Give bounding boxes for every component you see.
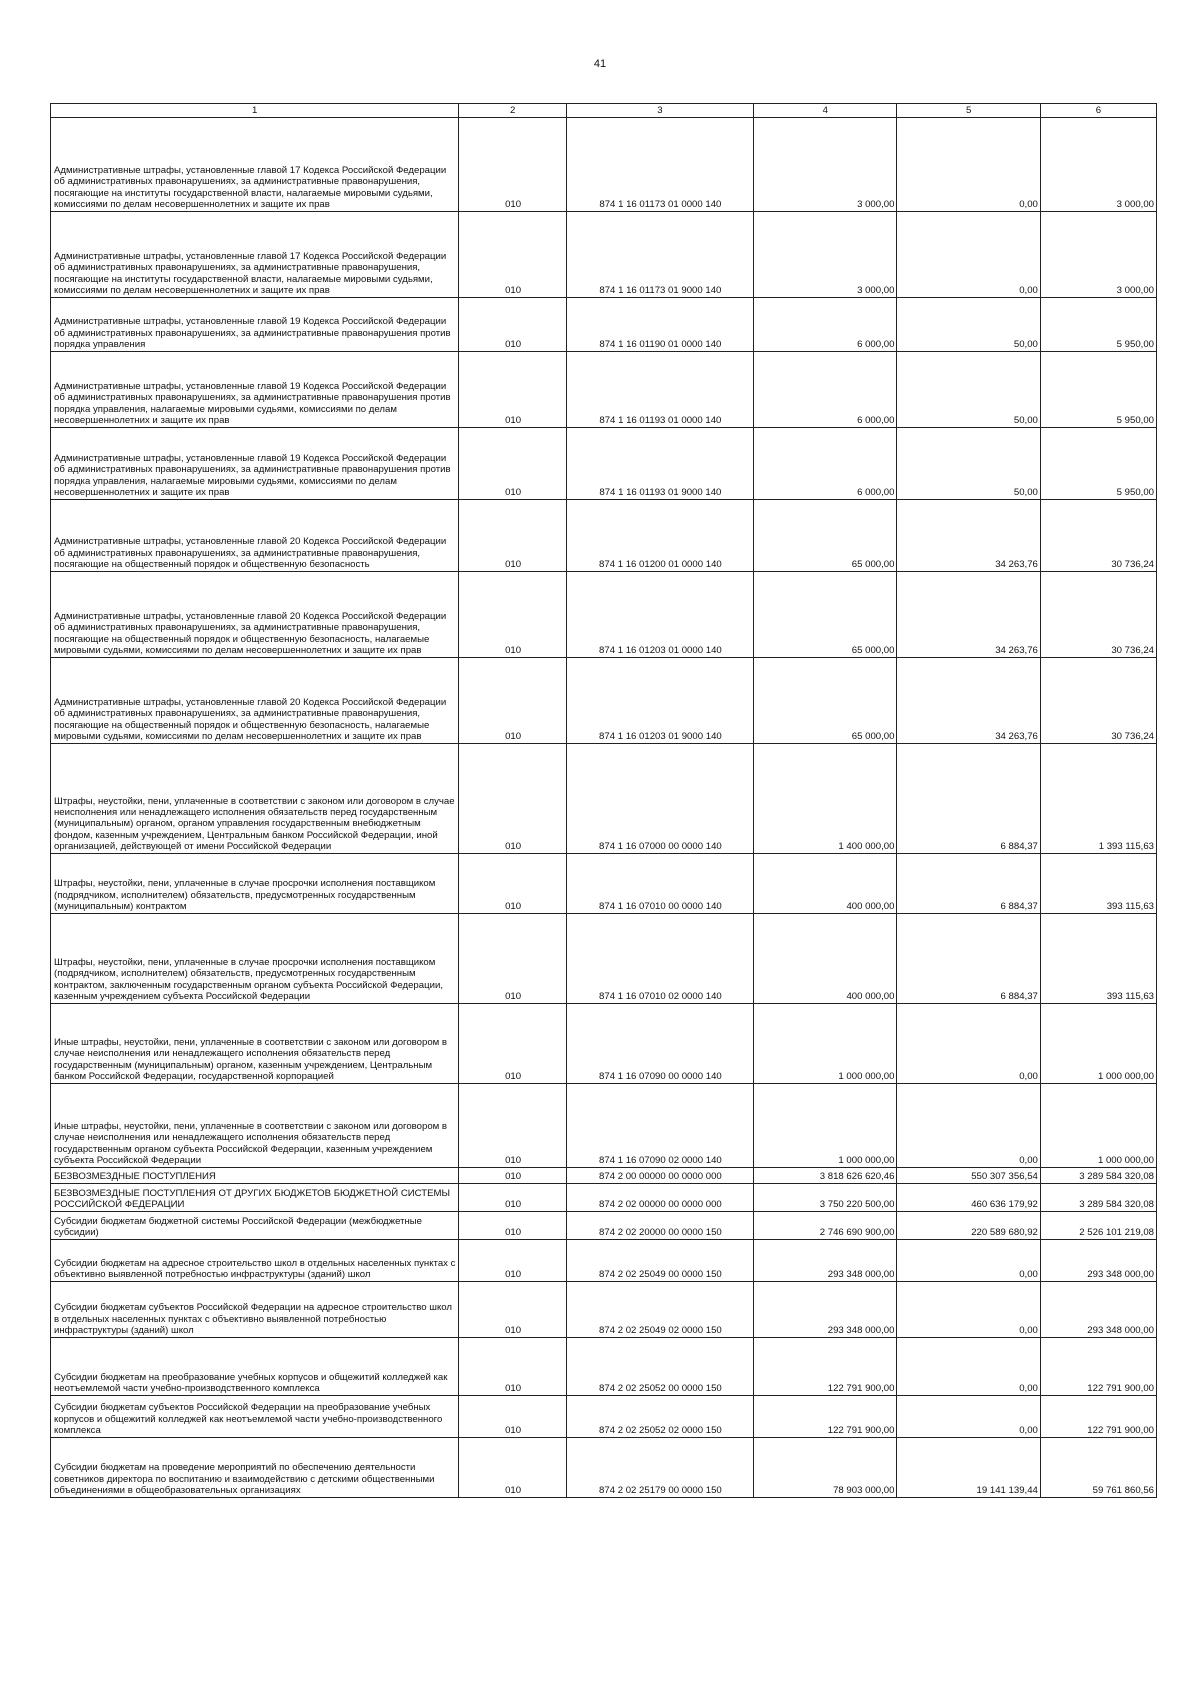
row-line-code: 010 bbox=[459, 428, 566, 500]
row-name: Субсидии бюджетам субъектов Российской Федерации на адресное строительство школ в отдельных населенных пунктах с объективно выявленной потребностью инфраструктуры (зданий) школ bbox=[51, 1282, 459, 1338]
row-approved: 122 791 900,00 bbox=[754, 1396, 897, 1438]
row-name: Субсидии бюджетам на преобразование учебных корпусов и общежитий колледжей как неотъемлемой части учебно-производственного комплекса bbox=[51, 1338, 459, 1396]
table-row bbox=[51, 1438, 1157, 1498]
row-budget-code: 874 1 16 07090 02 0000 140 bbox=[566, 1084, 753, 1168]
row-approved: 78 903 000,00 bbox=[754, 1438, 897, 1498]
row-unexecuted: 1 000 000,00 bbox=[1040, 1004, 1156, 1084]
table-row bbox=[51, 1338, 1157, 1396]
table-row bbox=[51, 744, 1157, 854]
row-name: Субсидии бюджетам бюджетной системы Российской Федерации (межбюджетные субсидии) bbox=[51, 1212, 459, 1240]
row-unexecuted: 30 736,24 bbox=[1040, 658, 1156, 744]
table-row bbox=[51, 572, 1157, 658]
report-table bbox=[50, 103, 1157, 1498]
row-line-code: 010 bbox=[459, 1240, 566, 1282]
row-name: Субсидии бюджетам на адресное строительство школ в отдельных населенных пунктах с объективно выявленной потребностью инфраструктуры (зданий) школ bbox=[51, 1240, 459, 1282]
row-approved: 65 000,00 bbox=[754, 572, 897, 658]
row-name: Субсидии бюджетам субъектов Российской Федерации на преобразование учебных корпусов и общежитий колледжей как неотъемлемой части учебно-производственного комплекса bbox=[51, 1396, 459, 1438]
table-row bbox=[51, 658, 1157, 744]
row-unexecuted: 3 000,00 bbox=[1040, 212, 1156, 298]
row-unexecuted: 5 950,00 bbox=[1040, 352, 1156, 428]
row-name: Иные штрафы, неустойки, пени, уплаченные в соответствии с законом или договором в случае неисполнения или ненадлежащего исполнения обязательств перед государственным (муниципальным) органом, казенным учреждением, Центральным банком Российской Федерации, государственной корпорацией bbox=[51, 1004, 459, 1084]
row-line-code: 010 bbox=[459, 1212, 566, 1240]
row-name: БЕЗВОЗМЕЗДНЫЕ ПОСТУПЛЕНИЯ ОТ ДРУГИХ БЮДЖЕТОВ БЮДЖЕТНОЙ СИСТЕМЫ РОССИЙСКОЙ ФЕДЕРАЦИИ bbox=[51, 1184, 459, 1212]
row-executed: 50,00 bbox=[897, 352, 1040, 428]
row-line-code: 010 bbox=[459, 1084, 566, 1168]
column-header: 4 bbox=[754, 104, 897, 118]
row-approved: 1 400 000,00 bbox=[754, 744, 897, 854]
row-unexecuted: 3 000,00 bbox=[1040, 118, 1156, 212]
row-approved: 400 000,00 bbox=[754, 914, 897, 1004]
table-row bbox=[51, 298, 1157, 352]
row-executed: 50,00 bbox=[897, 298, 1040, 352]
column-header: 1 bbox=[51, 104, 459, 118]
row-name: Штрафы, неустойки, пени, уплаченные в случае просрочки исполнения поставщиком (подрядчиком, исполнителем) обязательств, предусмотренных государственным контрактом, заключенным государственным органом субъекта Российской Федерации, казенным учреждением субъекта Российской Федерации bbox=[51, 914, 459, 1004]
row-unexecuted: 1 000 000,00 bbox=[1040, 1084, 1156, 1168]
row-unexecuted: 2 526 101 219,08 bbox=[1040, 1212, 1156, 1240]
row-executed: 0,00 bbox=[897, 1004, 1040, 1084]
row-budget-code: 874 1 16 01173 01 9000 140 bbox=[566, 212, 753, 298]
row-unexecuted: 393 115,63 bbox=[1040, 914, 1156, 1004]
row-line-code: 010 bbox=[459, 1338, 566, 1396]
row-line-code: 010 bbox=[459, 1004, 566, 1084]
row-approved: 3 818 626 620,46 bbox=[754, 1168, 897, 1184]
row-executed: 0,00 bbox=[897, 118, 1040, 212]
row-line-code: 010 bbox=[459, 1184, 566, 1212]
row-approved: 65 000,00 bbox=[754, 500, 897, 572]
row-budget-code: 874 2 02 00000 00 0000 000 bbox=[566, 1184, 753, 1212]
row-name: Административные штрафы, установленные главой 17 Кодекса Российской Федерации об административных правонарушениях, за административные правонарушения, посягающие на институты государственной власти, налагаемые мировыми судьями, комиссиями по делам несовершеннолетних и защите их прав bbox=[51, 118, 459, 212]
page-number: 41 bbox=[593, 58, 607, 70]
table-row bbox=[51, 1004, 1157, 1084]
row-budget-code: 874 1 16 07010 02 0000 140 bbox=[566, 914, 753, 1004]
row-unexecuted: 5 950,00 bbox=[1040, 428, 1156, 500]
row-name: Административные штрафы, установленные главой 19 Кодекса Российской Федерации об административных правонарушениях, за административные правонарушения против порядка управления, налагаемые мировыми судьями, комиссиями по делам несовершеннолетних и защите их прав bbox=[51, 428, 459, 500]
table-row bbox=[51, 1240, 1157, 1282]
row-unexecuted: 122 791 900,00 bbox=[1040, 1396, 1156, 1438]
row-unexecuted: 5 950,00 bbox=[1040, 298, 1156, 352]
row-approved: 65 000,00 bbox=[754, 658, 897, 744]
row-executed: 34 263,76 bbox=[897, 572, 1040, 658]
table-row bbox=[51, 1168, 1157, 1184]
row-line-code: 010 bbox=[459, 914, 566, 1004]
row-budget-code: 874 1 16 01173 01 0000 140 bbox=[566, 118, 753, 212]
row-executed: 6 884,37 bbox=[897, 744, 1040, 854]
row-executed: 220 589 680,92 bbox=[897, 1212, 1040, 1240]
row-name: Иные штрафы, неустойки, пени, уплаченные в соответствии с законом или договором в случае неисполнения или ненадлежащего исполнения обязательств перед государственным органом субъекта Российской Федерации, казенным учреждением субъекта Российской Федерации bbox=[51, 1084, 459, 1168]
row-unexecuted: 59 761 860,56 bbox=[1040, 1438, 1156, 1498]
row-approved: 400 000,00 bbox=[754, 854, 897, 914]
row-executed: 19 141 139,44 bbox=[897, 1438, 1040, 1498]
row-approved: 6 000,00 bbox=[754, 352, 897, 428]
row-line-code: 010 bbox=[459, 1282, 566, 1338]
row-name: Административные штрафы, установленные главой 20 Кодекса Российской Федерации об административных правонарушениях, за административные правонарушения, посягающие на общественный порядок и общественную безопасность, налагаемые мировыми судьями, комиссиями по делам несовершеннолетних и защите их прав bbox=[51, 572, 459, 658]
row-executed: 0,00 bbox=[897, 212, 1040, 298]
row-executed: 34 263,76 bbox=[897, 500, 1040, 572]
row-line-code: 010 bbox=[459, 854, 566, 914]
row-unexecuted: 30 736,24 bbox=[1040, 500, 1156, 572]
row-approved: 3 750 220 500,00 bbox=[754, 1184, 897, 1212]
row-executed: 460 636 179,92 bbox=[897, 1184, 1040, 1212]
row-budget-code: 874 1 16 07090 00 0000 140 bbox=[566, 1004, 753, 1084]
row-name: Административные штрафы, установленные главой 17 Кодекса Российской Федерации об административных правонарушениях, за административные правонарушения, посягающие на институты государственной власти, налагаемые мировыми судьями, комиссиями по делам несовершеннолетних и защите их прав bbox=[51, 212, 459, 298]
row-budget-code: 874 1 16 01190 01 0000 140 bbox=[566, 298, 753, 352]
row-budget-code: 874 1 16 01193 01 9000 140 bbox=[566, 428, 753, 500]
row-executed: 0,00 bbox=[897, 1282, 1040, 1338]
row-executed: 0,00 bbox=[897, 1396, 1040, 1438]
row-executed: 6 884,37 bbox=[897, 914, 1040, 1004]
table-row bbox=[51, 1212, 1157, 1240]
row-approved: 2 746 690 900,00 bbox=[754, 1212, 897, 1240]
column-header: 5 bbox=[897, 104, 1040, 118]
row-approved: 3 000,00 bbox=[754, 212, 897, 298]
row-name: Административные штрафы, установленные главой 20 Кодекса Российской Федерации об административных правонарушениях, за административные правонарушения, посягающие на общественный порядок и общественную безопасность bbox=[51, 500, 459, 572]
row-executed: 6 884,37 bbox=[897, 854, 1040, 914]
row-approved: 3 000,00 bbox=[754, 118, 897, 212]
row-budget-code: 874 1 16 01203 01 0000 140 bbox=[566, 572, 753, 658]
column-header: 6 bbox=[1040, 104, 1156, 118]
row-budget-code: 874 1 16 01200 01 0000 140 bbox=[566, 500, 753, 572]
row-approved: 293 348 000,00 bbox=[754, 1240, 897, 1282]
row-budget-code: 874 2 02 25052 00 0000 150 bbox=[566, 1338, 753, 1396]
table-row bbox=[51, 1184, 1157, 1212]
row-name: БЕЗВОЗМЕЗДНЫЕ ПОСТУПЛЕНИЯ bbox=[51, 1168, 459, 1184]
row-budget-code: 874 1 16 07010 00 0000 140 bbox=[566, 854, 753, 914]
row-approved: 122 791 900,00 bbox=[754, 1338, 897, 1396]
table-row bbox=[51, 352, 1157, 428]
row-executed: 0,00 bbox=[897, 1084, 1040, 1168]
row-budget-code: 874 1 16 01203 01 9000 140 bbox=[566, 658, 753, 744]
table-row bbox=[51, 118, 1157, 212]
row-budget-code: 874 2 02 25049 02 0000 150 bbox=[566, 1282, 753, 1338]
row-unexecuted: 393 115,63 bbox=[1040, 854, 1156, 914]
table-row bbox=[51, 1084, 1157, 1168]
column-header: 2 bbox=[459, 104, 566, 118]
row-budget-code: 874 2 00 00000 00 0000 000 bbox=[566, 1168, 753, 1184]
row-line-code: 010 bbox=[459, 500, 566, 572]
row-line-code: 010 bbox=[459, 118, 566, 212]
row-approved: 6 000,00 bbox=[754, 428, 897, 500]
row-unexecuted: 3 289 584 320,08 bbox=[1040, 1184, 1156, 1212]
row-unexecuted: 122 791 900,00 bbox=[1040, 1338, 1156, 1396]
row-executed: 0,00 bbox=[897, 1240, 1040, 1282]
column-header: 3 bbox=[566, 104, 753, 118]
row-unexecuted: 1 393 115,63 bbox=[1040, 744, 1156, 854]
row-budget-code: 874 1 16 07000 00 0000 140 bbox=[566, 744, 753, 854]
row-approved: 1 000 000,00 bbox=[754, 1004, 897, 1084]
table-row bbox=[51, 914, 1157, 1004]
table-row bbox=[51, 854, 1157, 914]
row-approved: 6 000,00 bbox=[754, 298, 897, 352]
row-line-code: 010 bbox=[459, 744, 566, 854]
row-name: Штрафы, неустойки, пени, уплаченные в соответствии с законом или договором в случае неисполнения или ненадлежащего исполнения обязательств перед государственным (муниципальным) органом, органом управления государственным внебюджетным фондом, казенным учреждением, Центральным банком Российской Федерации, иной организацией, действующей от имени Российской Федерации bbox=[51, 744, 459, 854]
row-line-code: 010 bbox=[459, 352, 566, 428]
row-name: Административные штрафы, установленные главой 19 Кодекса Российской Федерации об административных правонарушениях, за административные правонарушения против порядка управления, налагаемые мировыми судьями, комиссиями по делам несовершеннолетних и защите их прав bbox=[51, 352, 459, 428]
row-name: Штрафы, неустойки, пени, уплаченные в случае просрочки исполнения поставщиком (подрядчиком, исполнителем) обязательств, предусмотренных государственным (муниципальным) контрактом bbox=[51, 854, 459, 914]
table-row bbox=[51, 1282, 1157, 1338]
row-approved: 293 348 000,00 bbox=[754, 1282, 897, 1338]
row-line-code: 010 bbox=[459, 212, 566, 298]
header-row bbox=[51, 104, 1157, 118]
row-name: Административные штрафы, установленные главой 20 Кодекса Российской Федерации об административных правонарушениях, за административные правонарушения, посягающие на общественный порядок и общественную безопасность, налагаемые мировыми судьями, комиссиями по делам несовершеннолетних и защите их прав bbox=[51, 658, 459, 744]
report-body bbox=[51, 118, 1157, 1498]
row-budget-code: 874 2 02 25052 02 0000 150 bbox=[566, 1396, 753, 1438]
row-name: Субсидии бюджетам на проведение мероприятий по обеспечению деятельности советников директора по воспитанию и взаимодействию с детскими общественными объединениями в общеобразовательных организациях bbox=[51, 1438, 459, 1498]
row-approved: 1 000 000,00 bbox=[754, 1084, 897, 1168]
row-budget-code: 874 2 02 20000 00 0000 150 bbox=[566, 1212, 753, 1240]
table-row bbox=[51, 428, 1157, 500]
table-row bbox=[51, 1396, 1157, 1438]
row-budget-code: 874 1 16 01193 01 0000 140 bbox=[566, 352, 753, 428]
row-unexecuted: 30 736,24 bbox=[1040, 572, 1156, 658]
table-row bbox=[51, 212, 1157, 298]
row-unexecuted: 293 348 000,00 bbox=[1040, 1282, 1156, 1338]
row-line-code: 010 bbox=[459, 1438, 566, 1498]
row-line-code: 010 bbox=[459, 572, 566, 658]
row-budget-code: 874 2 02 25049 00 0000 150 bbox=[566, 1240, 753, 1282]
row-unexecuted: 293 348 000,00 bbox=[1040, 1240, 1156, 1282]
row-executed: 34 263,76 bbox=[897, 658, 1040, 744]
row-line-code: 010 bbox=[459, 1396, 566, 1438]
row-line-code: 010 bbox=[459, 298, 566, 352]
row-unexecuted: 3 289 584 320,08 bbox=[1040, 1168, 1156, 1184]
row-budget-code: 874 2 02 25179 00 0000 150 bbox=[566, 1438, 753, 1498]
row-executed: 550 307 356,54 bbox=[897, 1168, 1040, 1184]
row-name: Административные штрафы, установленные главой 19 Кодекса Российской Федерации об административных правонарушениях, за административные правонарушения против порядка управления bbox=[51, 298, 459, 352]
table-row bbox=[51, 500, 1157, 572]
row-line-code: 010 bbox=[459, 1168, 566, 1184]
row-executed: 0,00 bbox=[897, 1338, 1040, 1396]
row-line-code: 010 bbox=[459, 658, 566, 744]
row-executed: 50,00 bbox=[897, 428, 1040, 500]
